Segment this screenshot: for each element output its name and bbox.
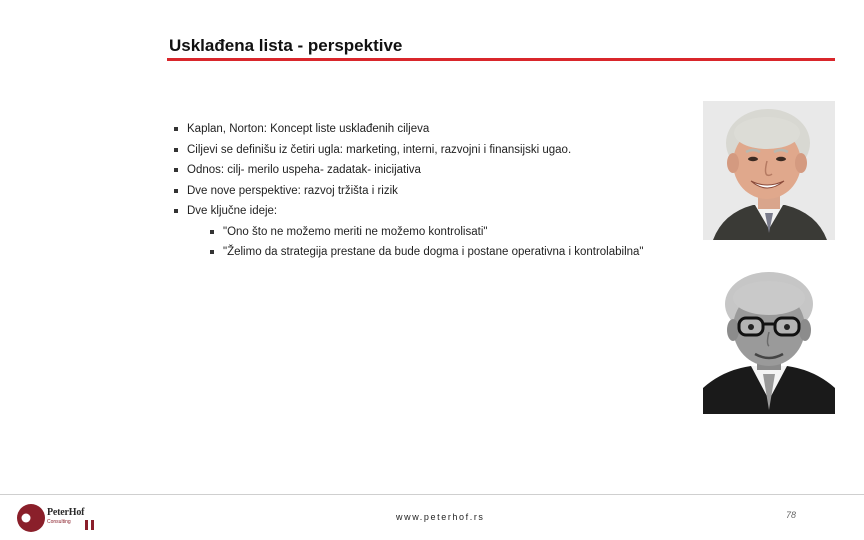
bullet-marker-icon [210,250,214,254]
logo-mark-icon [16,503,46,533]
bullet-marker-icon [174,189,178,193]
bullet-list [174,121,694,265]
portrait-person-icon [703,101,835,240]
bullet-item: Kaplan, Norton: Koncept liste usklađenih ciljeva [174,121,694,142]
bullet-marker-icon [174,168,178,172]
portrait-person-icon [703,270,835,414]
footer-divider [0,494,864,495]
page-number: 78 [786,510,797,520]
bullet-marker-icon [210,230,214,234]
bullet-marker-icon [174,148,178,152]
company-logo[interactable] [16,503,106,533]
portrait-photo-1 [703,101,835,240]
bullet-item: Ciljevi se definišu iz četiri ugla: marketing, interni, razvojni i finansijski ugao. [174,142,694,163]
logo-bars-icon [84,520,98,530]
bullet-marker-icon [174,209,178,213]
bullet-marker-icon [174,127,178,131]
title-underline [167,58,835,61]
logo-name: PeterHof [47,507,85,518]
sub-bullet-item: "Želimo da strategija prestane da bude dogma i postane operativna i kontrolabilna" [210,244,694,265]
bullet-item: Dve ključne ideje: [174,203,694,224]
sub-bullet-item: "Ono što ne možemo meriti ne možemo kontrolisati" [210,224,694,245]
portrait-photo-2 [703,270,835,414]
slide-title: Usklađena lista - perspektive [169,36,403,55]
bullet-item: Odnos: cilj- merilo uspeha- zadatak- inicijativa [174,162,694,183]
bullet-item: Dve nove perspektive: razvoj tržišta i rizik [174,183,694,204]
website-url[interactable]: www.peterhof.rs [396,512,485,522]
logo-subtitle: Consulting [47,519,71,525]
